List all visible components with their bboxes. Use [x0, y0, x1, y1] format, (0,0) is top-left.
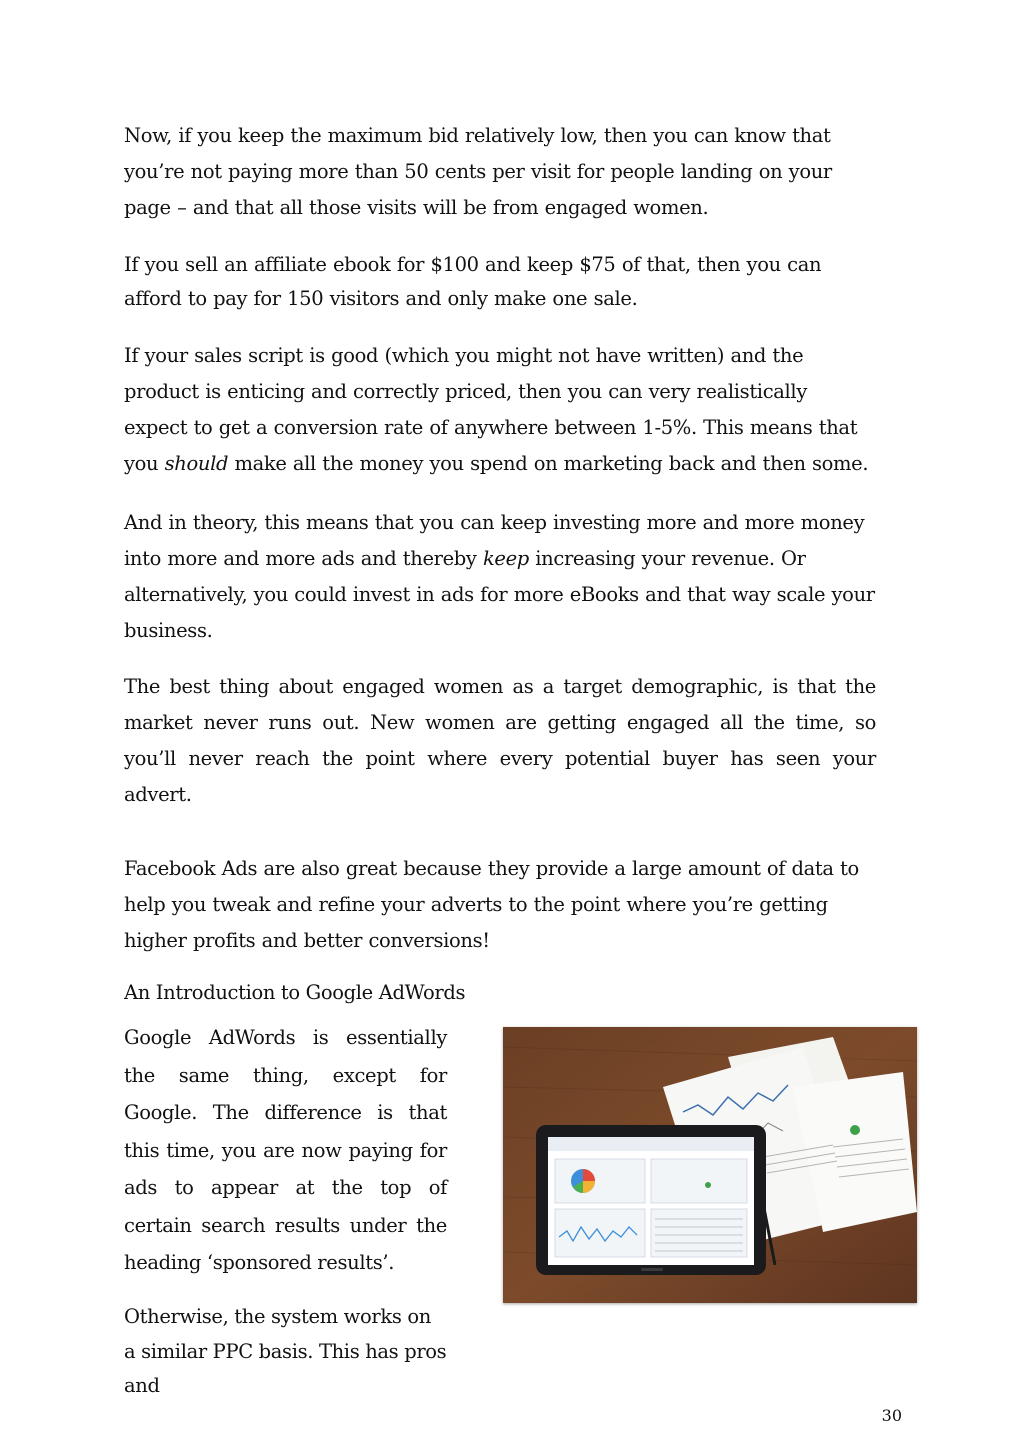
paragraph-max-bid: Now, if you keep the maximum bid relatively low, then you can know that you’re not paying more than 50 cents per visit for people landing on your page – and that all those visits will be from engaged women.: [124, 124, 832, 219]
tablet-analytics-photo: [503, 1027, 917, 1303]
paragraph-investing-end: increasing your revenue. Or alternatively, you could invest in ads for more eBooks and that way scale your business.: [124, 547, 875, 642]
paragraph-ppc-basis: Otherwise, the system works on a similar PPC basis. This has pros and: [124, 1305, 447, 1397]
paragraph-target-demographic: The best thing about engaged women as a target demographic, is that the market never runs out. New women are getting engaged all the time, so you’ll never reach the point where every potential buyer has seen your advert.: [124, 675, 876, 806]
paragraph-investing: [124, 505, 876, 649]
paragraph-conversion-rate: [124, 338, 876, 482]
paragraph-investing-text: And in theory, this means that you can keep investing more and more money into more and more ads and thereby: [124, 511, 865, 570]
paragraph-conversion-rate-text: If your sales script is good (which you might not have written) and the product is enticing and correctly priced, then you can very realistically expect to get a conversion rate of anywhere between 1-5%. This means that you: [124, 344, 858, 475]
paragraph-affiliate-ebook: If you sell an affiliate ebook for $100 and keep $75 of that, then you can afford to pay for 150 visitors and only make one sale.: [124, 253, 822, 310]
emphasis-keep: keep: [482, 547, 529, 570]
paragraph-conversion-rate-end: make all the money you spend on marketing back and then some.: [228, 452, 869, 475]
paragraph-facebook-ads: Facebook Ads are also great because they provide a large amount of data to help you tweak and refine your adverts to the point where you’re getting higher profits and better conversions!: [124, 857, 859, 952]
emphasis-should: should: [164, 452, 229, 475]
section-heading-google-adwords: An Introduction to Google AdWords: [124, 981, 466, 1004]
paragraph-adwords-intro: Google AdWords is essentially the same thing, except for Google. The difference is that this time, you are now paying for ads to appear at the top of certain search results under the heading ‘sponsored results’.: [124, 1026, 447, 1274]
page-number: 30: [881, 1406, 902, 1425]
photo-illustration: [503, 1027, 917, 1303]
